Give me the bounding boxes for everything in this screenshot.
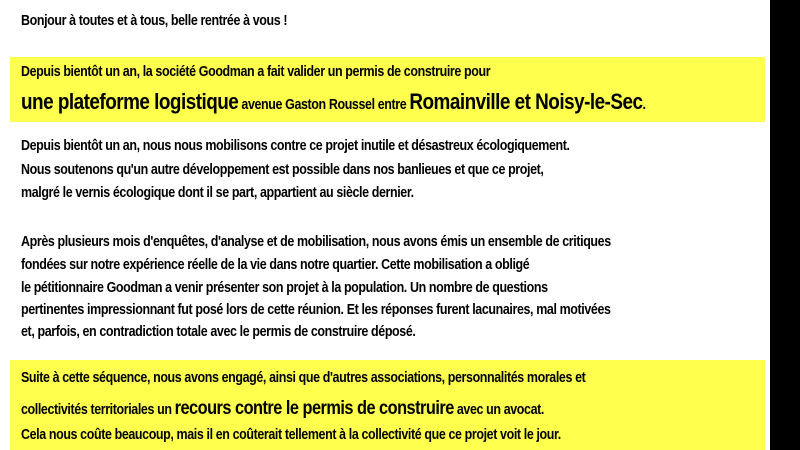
block2-line2: Nous soutenons qu'un autre développement est possible dans nos banlieues et que ce projet, — [21, 162, 544, 178]
block1-line2 — [21, 87, 646, 120]
block4-line2-end: avec un avocat. — [453, 402, 544, 418]
block2-line1: Depuis bientôt un an, nous nous mobilisons contre ce projet inutile et désastreux écologiquement. — [21, 138, 570, 154]
block1-line1: Depuis bientôt un an, la société Goodman a fait valider un permis de construire pour — [21, 64, 491, 80]
emphasis-plateforme: une plateforme logistique — [21, 89, 239, 114]
greeting: Bonjour à toutes et à tous, belle rentrée à vous ! — [21, 13, 288, 29]
block3-line5: et, parfois, en contradiction totale avec le permis de construire déposé. — [21, 324, 416, 340]
block1-line2-mid: avenue Gaston Roussel entre — [238, 97, 410, 113]
block2-line3: malgré le vernis écologique dont il se part, appartient au siècle dernier. — [21, 185, 414, 201]
block3-line2: fondées sur notre expérience réelle de la vie dans notre quartier. Cette mobilisation a obligé — [21, 257, 530, 273]
emphasis-recours: recours contre le permis de construire — [174, 398, 454, 419]
block3-line4: pertinentes impressionnant fut posé lors de cette réunion. Et les réponses furent lacunaires, mal motivées — [21, 302, 611, 318]
block4-line2 — [21, 396, 544, 423]
block4-line2-start: collectivités territoriales un — [21, 402, 175, 418]
block1-line2-end: . — [642, 97, 646, 113]
emphasis-towns: Romainville et Noisy-le-Sec — [409, 89, 643, 114]
block3-line3: le pétitionnaire Goodman a venir présenter son projet à la population. Un nombre de questions — [21, 280, 548, 296]
block4-line1: Suite à cette séquence, nous avons engagé, ainsi que d'autres associations, personnalités morales et — [21, 370, 586, 386]
block3-line1: Après plusieurs mois d'enquêtes, d'analyse et de mobilisation, nous avons émis un ensemble de critiques — [21, 234, 611, 250]
block4-line3: Cela nous coûte beaucoup, mais il en coûterait tellement à la collectivité que ce projet voit le jour. — [21, 427, 561, 443]
